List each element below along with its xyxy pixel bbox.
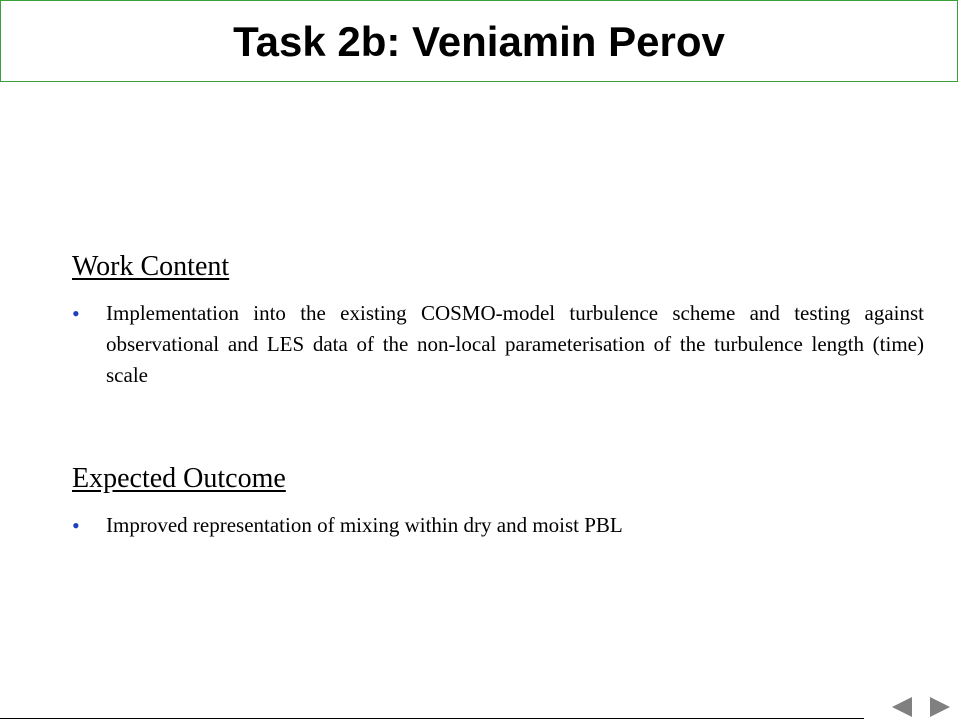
title-bar (0, 0, 958, 82)
slide-title: Task 2b: Veniamin Perov (233, 18, 725, 65)
triangle-left-icon (892, 697, 912, 717)
bullet-item (72, 298, 924, 391)
bullet-text: Improved representation of mixing within dry and moist PBL (106, 513, 623, 537)
section-work-content (72, 250, 924, 391)
bullet-icon: • (72, 301, 80, 326)
bullet-item (72, 510, 924, 541)
bullet-text: Implementation into the existing COSMO-model turbulence scheme and testing against observational and LES data of the non-local parameterisation of the turbulence length (time) scale (106, 301, 924, 387)
bullet-icon: • (72, 513, 80, 538)
section-heading: Expected Outcome (72, 463, 286, 494)
section-heading: Work Content (72, 251, 230, 282)
section-expected-outcome (72, 462, 924, 541)
prev-slide-icon[interactable] (890, 696, 914, 718)
triangle-right-icon (930, 697, 950, 717)
slide-navigation (890, 696, 952, 718)
bottom-divider (0, 718, 864, 719)
next-slide-icon[interactable] (928, 696, 952, 718)
